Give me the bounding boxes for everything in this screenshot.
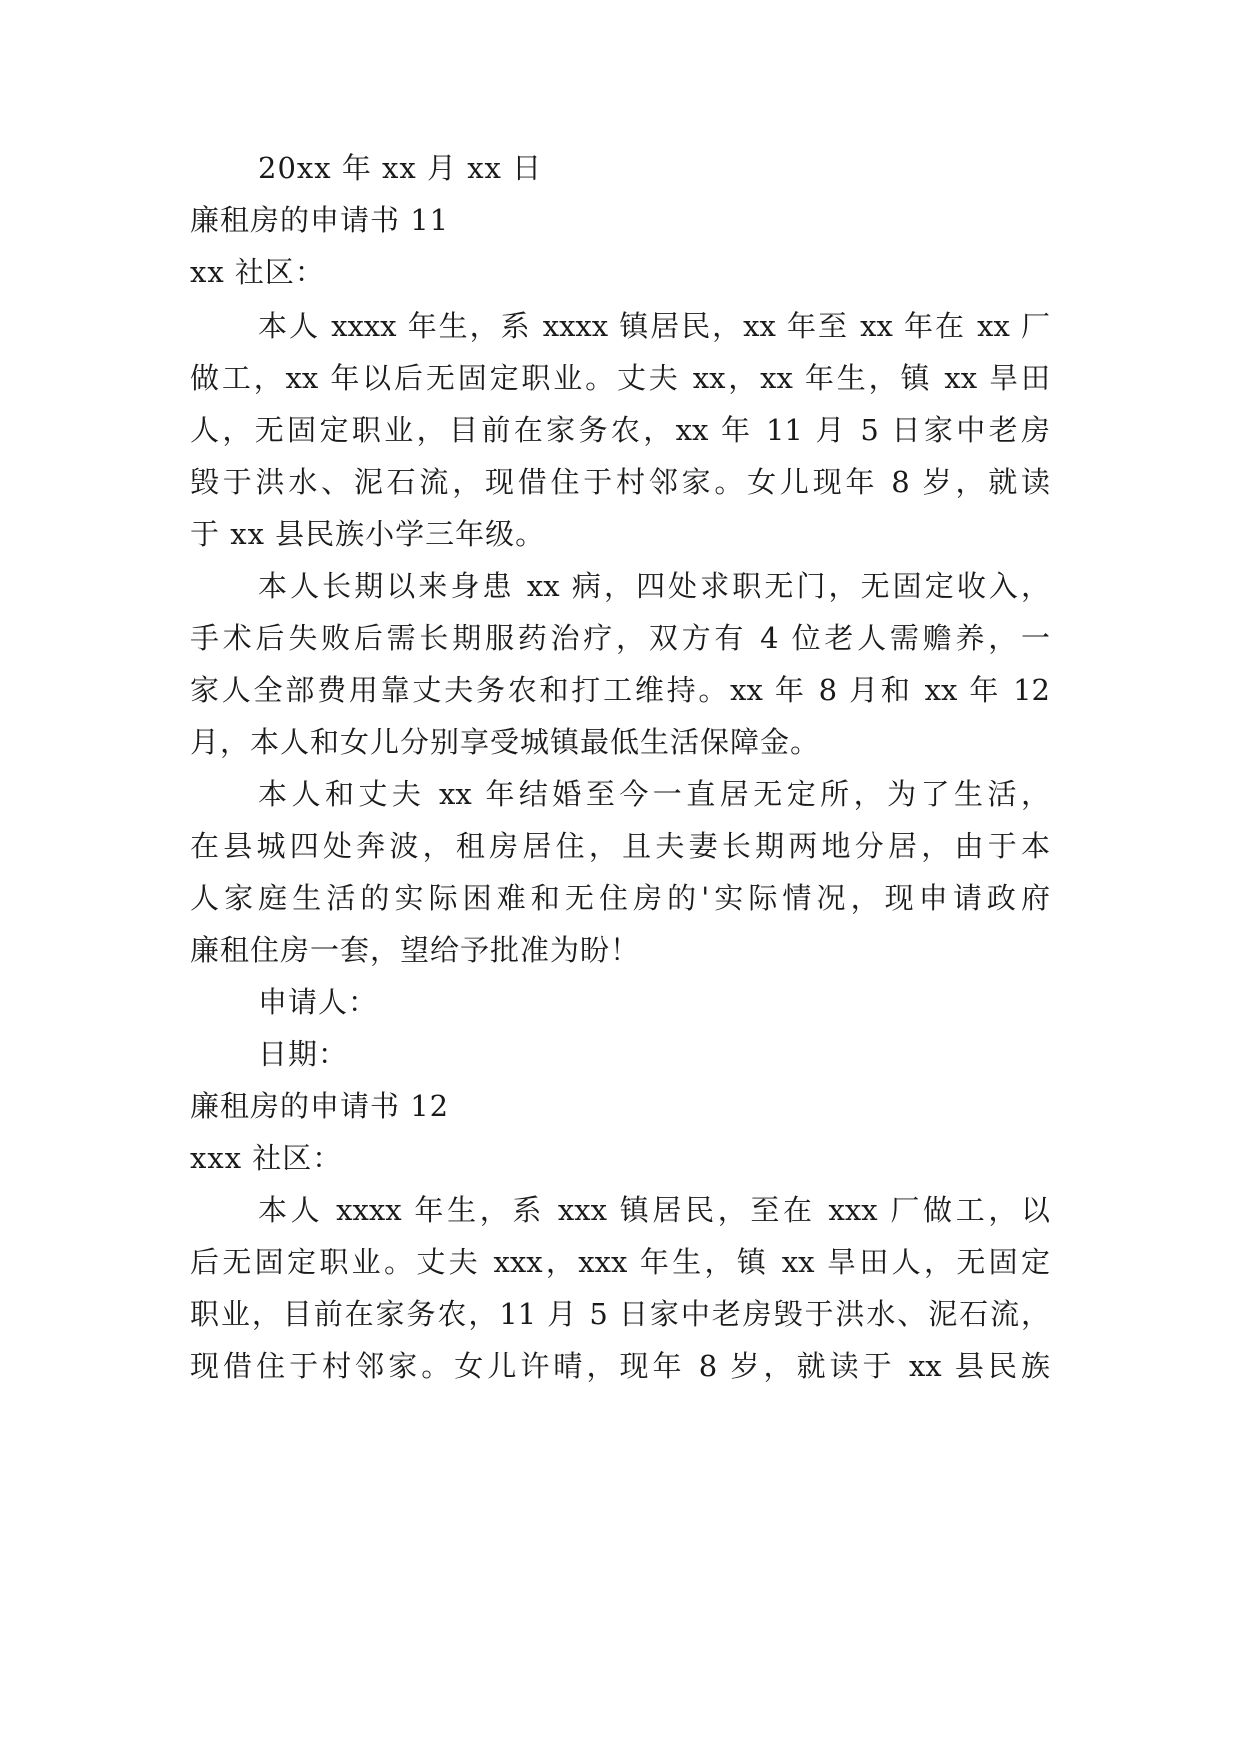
paragraph-line: 毁于洪水、泥石流，现借住于村邻家。女儿现年 8 岁，就读 (190, 465, 1050, 499)
section-11-addressee: xx 社区： (190, 255, 325, 289)
section-11-title: 廉租房的申请书 11 (190, 203, 450, 237)
section-12-addressee: xxx 社区： (190, 1141, 343, 1175)
paragraph-line: 人，无固定职业，目前在家务农，xx 年 11 月 5 日家中老房 (190, 413, 1050, 447)
paragraph-line: 人家庭生活的实际困难和无住房的'实际情况，现申请政府 (190, 881, 1050, 915)
paragraph-line: 本人和丈夫 xx 年结婚至今一直居无定所，为了生活， (258, 777, 1050, 811)
date-line: 20xx 年 xx 月 xx 日 (258, 151, 543, 185)
paragraph-line: 手术后失败后需长期服药治疗，双方有 4 位老人需赡养，一 (190, 621, 1050, 655)
paragraph-line: 廉租住房一套，望给予批准为盼！ (190, 933, 641, 967)
paragraph-line: 月，本人和女儿分别享受城镇最低生活保障金。 (190, 725, 821, 759)
paragraph-line: 本人 xxxx 年生，系 xxxx 镇居民，xx 年至 xx 年在 xx 厂 (258, 309, 1050, 343)
paragraph-line: 做工，xx 年以后无固定职业。丈夫 xx，xx 年生，镇 xx 旱田 (190, 361, 1050, 395)
date-label: 日期： (258, 1037, 349, 1071)
paragraph-line: 职业，目前在家务农，11 月 5 日家中老房毁于洪水、泥石流， (190, 1297, 1050, 1331)
paragraph-line: 家人全部费用靠丈夫务农和打工维持。xx 年 8 月和 xx 年 12 (190, 673, 1050, 707)
paragraph-line: 于 xx 县民族小学三年级。 (190, 517, 546, 551)
paragraph-line: 本人 xxxx 年生，系 xxx 镇居民，至在 xxx 厂做工，以 (258, 1193, 1050, 1227)
paragraph-line: 在县城四处奔波，租房居住，且夫妻长期两地分居，由于本 (190, 829, 1050, 863)
section-12-title: 廉租房的申请书 12 (190, 1089, 450, 1123)
paragraph-line: 现借住于村邻家。女儿许晴，现年 8 岁，就读于 xx 县民族 (190, 1349, 1050, 1383)
paragraph-line: 后无固定职业。丈夫 xxx，xxx 年生，镇 xx 旱田人，无固定 (190, 1245, 1050, 1279)
applicant-label: 申请人： (258, 985, 379, 1019)
paragraph-line: 本人长期以来身患 xx 病，四处求职无门，无固定收入， (258, 569, 1050, 603)
